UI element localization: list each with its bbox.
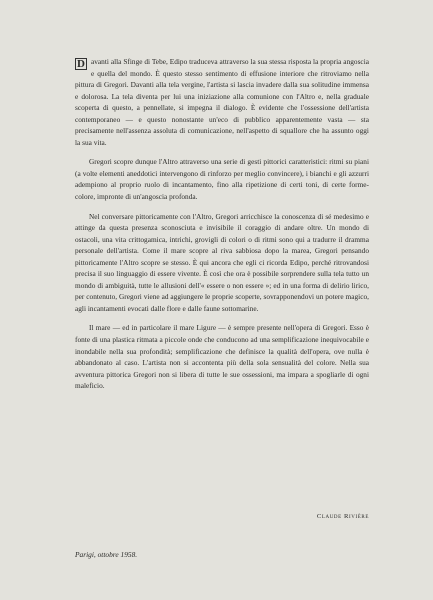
paragraph-1-text: avanti alla Sfinge di Tebe, Edipo traduceva attraverso la sua stessa risposta la propria angoscia e quella del mondo. È questo stesso sentimento di effusione interiore che ritroviamo nella pittura di Gregori. Davanti alla tela vergine, l'artista si lascia invadere dalla sua solitudine immensa e dolorosa. La tela diventa per lui una iniziazione alla comunione con l'Altro e, nella graduale scoperta di questo, a pennellate, si impegna il dialogo. È evidente che l'ossessione dell'artista contemporaneo — e questo nonostante un'eco di pubblico apparentemente vasta — sta precisamente nell'assenza assoluta di comunicazione, nell'aspetto di squallore che ha assunto oggi la sua vita.	[75, 57, 369, 147]
article-body	[75, 56, 369, 392]
paragraph-1	[75, 56, 369, 148]
paragraph-4: Il mare — ed in particolare il mare Ligure — è sempre presente nell'opera di Gregori. Esso è fonte di una plastica ritmata a piccole onde che conducono ad una semplificazione inequivocabile e inondabile nella sua profondità; semplificazione che definisce la qualità dell'opera, ove nulla è abbandonato al caso. L'artista non si accontenta più della sola sensualità del colore. Nella sua avventura pittorica Gregori non si libera di tutte le sue ossessioni, ma impara a spogliarle di ogni maleficio.	[75, 323, 369, 391]
dateline: Parigi, ottobre 1958.	[75, 550, 138, 559]
drop-cap: D	[75, 58, 87, 70]
paragraph-2: Gregori scopre dunque l'Altro attraverso una serie di gesti pittorici caratteristici: ritmi su piani (a volte elementi aneddotici intervengono di rinforzo per meglio convincere), i bianchi e gli azzurri adempiono al proprio ruolo di incantamento, fino alla ripetizione di certi toni, di certe forme-colore, impronte di un'angoscia profonda.	[75, 157, 369, 202]
author-signature: Claude Rivière	[316, 513, 369, 520]
paragraph-3: Nel conversare pittoricamente con l'Altro, Gregori arricchisce la conoscenza di sé medesimo e attinge da questa presenza sconosciuta e invisibile il coraggio di andare oltre. Un mondo di ostacoli, una vita crittogamica, intrichi, grovigli di colori o di ritmi sono qui a tradurre il dramma personale dell'artista. Come il mare scopre al riva sabbiosa dopo la marea, Gregori pensando pittoricamente l'Altro scopre se stesso. È qui ancora che egli ci ricorda Edipo, perché ritrovandosi precisa il suo linguaggio di essere vivente. È così che ora è possibile sorprendere sulla tela tutto un mondo di ambiguità, tutte le allusioni dell'« essere o non essere »; ed in una forma di delirio lirico, per contenuto, Gregori viene ad aggiungere le proprie scoperte, sovrapponendovi un potere magico, agli incantamenti evocati dalle flore e dalle faune sottomarine.	[75, 211, 369, 313]
